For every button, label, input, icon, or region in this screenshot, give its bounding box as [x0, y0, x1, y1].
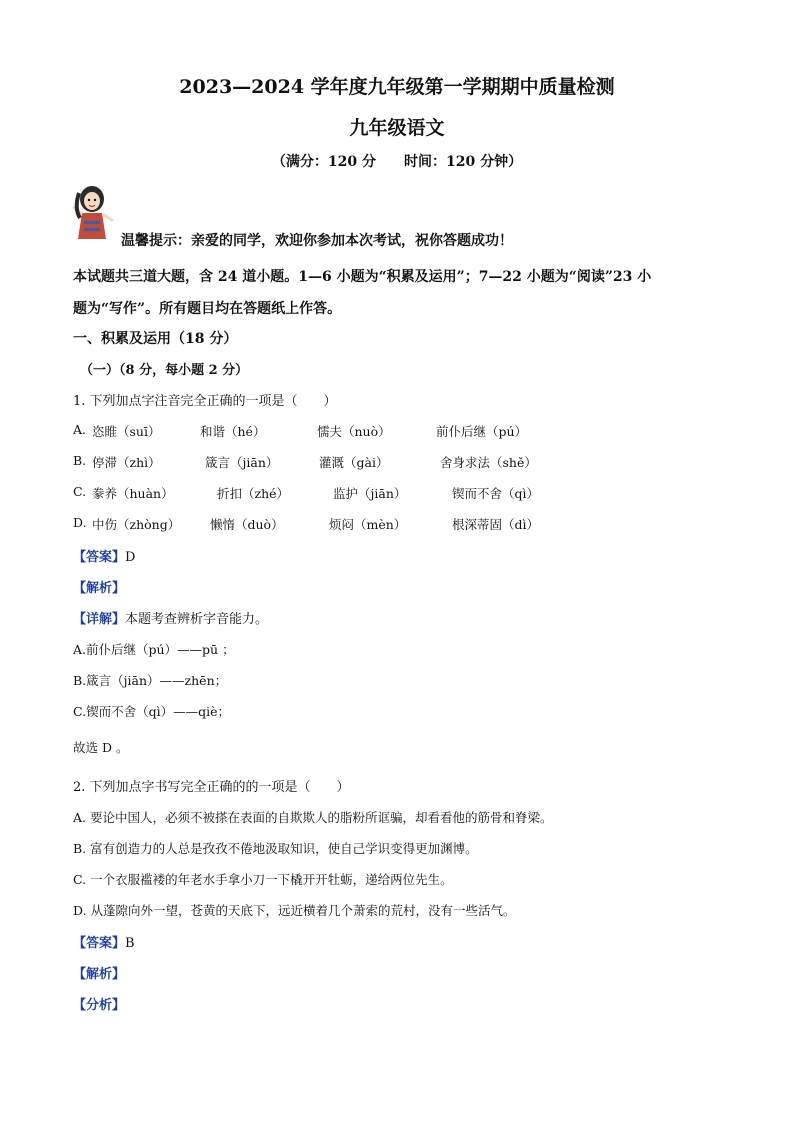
q2-option-d: D. 从蓬隙向外一望，苍黄的天底下，远近横着几个萧索的荒村，没有一些活气。: [73, 903, 516, 918]
q1-option-d-label: D.: [73, 515, 87, 530]
q1-option-d-item: 根深蒂固（dì）: [452, 517, 539, 532]
q1-option-c-item: 豢养（huàn）: [92, 486, 174, 501]
q1-option-a-item: 和谐（hé）: [200, 424, 266, 439]
q1-option-b-item: 灌溉（gài）: [319, 455, 389, 470]
question-2-stem: 2. 下列加点字书写完全正确的的一项是（ ）: [73, 780, 350, 795]
q2-option-a: A. 要论中国人，必须不被搽在表面的自欺欺人的脂粉所诓骗，却看看他的筋骨和脊梁。: [73, 810, 553, 825]
q2-option-b: B. 富有创造力的人总是孜孜不倦地汲取知识，使自己学识变得更加渊博。: [73, 841, 478, 856]
detail-tag: 【详解】: [73, 612, 126, 627]
answer-tag: 【答案】: [73, 936, 126, 951]
answer-tag: 【答案】: [73, 550, 126, 565]
intro-line-1: 本试题共三道大题，含 24 道小题。1—6 小题为“积累及运用”；7—22 小题为“阅读”23 小: [73, 269, 652, 285]
q1-explain-line: C.锲而不舍（qì）——qiè；: [73, 704, 230, 719]
q1-option-b-label: B.: [73, 453, 87, 468]
q1-option-c-item: 锲而不舍（qì）: [452, 486, 539, 501]
q1-detail: [73, 608, 268, 627]
q1-option-d-item: 烦闷（mèn）: [329, 517, 407, 532]
q1-option-c-label: C.: [73, 484, 87, 499]
subject-title: 九年级语文: [349, 117, 445, 139]
answer-value: B: [125, 936, 135, 951]
q1-option-b-item: 箴言（jiān）: [205, 455, 279, 470]
analysis-tag: 【解析】: [73, 581, 126, 596]
q1-option-a-label: A.: [73, 422, 87, 437]
exam-title: 2023—2024 学年度九年级第一学期期中质量检测: [179, 76, 615, 98]
section-title: 一、积累及运用（18 分）: [73, 331, 238, 347]
question-1-stem: 1. 下列加点字注音完全正确的一项是（ ）: [73, 394, 337, 409]
q2-answer: [73, 932, 135, 951]
analysis2-tag: 【分析】: [73, 998, 126, 1013]
intro-line-2: 题为“写作”。所有题目均在答题纸上作答。: [73, 301, 342, 317]
analysis-tag: 【解析】: [73, 967, 126, 982]
q1-option-b-item: 舍身求法（shě）: [440, 455, 537, 470]
q1-option-b-item: 停滞（zhì）: [92, 455, 161, 470]
q2-option-c: C. 一个衣服褴褛的年老水手拿小刀一下橇开开牡蛎，递给两位先生。: [73, 872, 453, 887]
q1-explain-line: B.箴言（jiān）——zhēn；: [73, 673, 228, 688]
student-mascot-icon: [70, 183, 116, 243]
q1-option-a-item: 恣睢（suī）: [92, 424, 161, 439]
tip-text: 温馨提示：亲爱的同学，欢迎你参加本次考试，祝你答题成功！: [121, 233, 513, 249]
q1-option-d-item: 中伤（zhòng）: [92, 517, 181, 532]
q1-option-c-item: 监护（jiān）: [333, 486, 407, 501]
subsection-title: （一）（8 分，每小题 2 分）: [80, 363, 249, 378]
q1-explain-line: A.前仆后继（pú）——pū ；: [73, 642, 235, 657]
q1-answer: [73, 546, 135, 565]
detail-text: 本题考查辨析字音能力。: [125, 612, 269, 627]
q1-option-a-item: 懦夫（nuò）: [317, 424, 391, 439]
q1-option-c-item: 折扣（zhé）: [217, 486, 290, 501]
score-time: （满分：120 分 时间：120 分钟）: [271, 154, 523, 170]
q1-option-a-item: 前仆后继（pú）: [436, 424, 528, 439]
answer-value: D: [125, 550, 136, 565]
q1-option-d-item: 懒惰（duò）: [210, 517, 284, 532]
q1-conclusion: 故选 D 。: [73, 740, 129, 755]
